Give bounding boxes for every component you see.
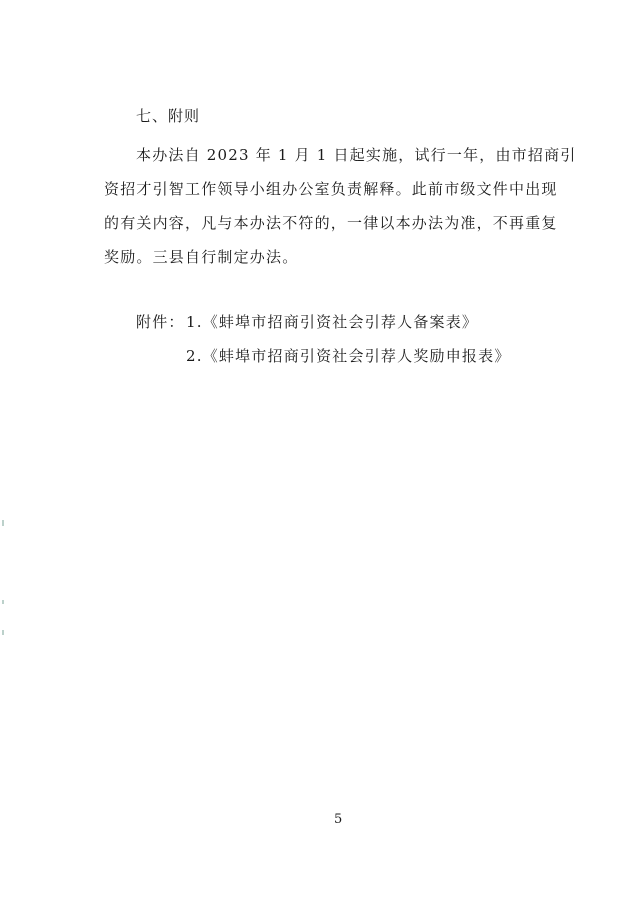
paragraph-line: 本办法自 2023 年 1 月 1 日起实施，试行一年，由市招商引 (136, 146, 577, 164)
paragraph-line: 的有关内容，凡与本办法不符的，一律以本办法为准，不再重复 (104, 214, 558, 232)
scan-artifact (2, 630, 4, 635)
attachments-label: 附件： (136, 313, 185, 331)
section-heading: 七、附则 (136, 107, 201, 125)
scan-artifact (2, 520, 4, 526)
paragraph-line: 奖励。三县自行制定办法。 (104, 248, 299, 266)
scan-artifact (2, 600, 4, 604)
attachment-item-1: 1.《蚌埠市招商引资社会引荐人备案表》 (186, 313, 479, 331)
page-number: 5 (334, 812, 343, 827)
attachment-item-2: 2.《蚌埠市招商引资社会引荐人奖励申报表》 (186, 347, 511, 365)
paragraph-line: 资招才引智工作领导小组办公室负责解释。此前市级文件中出现 (104, 180, 558, 198)
